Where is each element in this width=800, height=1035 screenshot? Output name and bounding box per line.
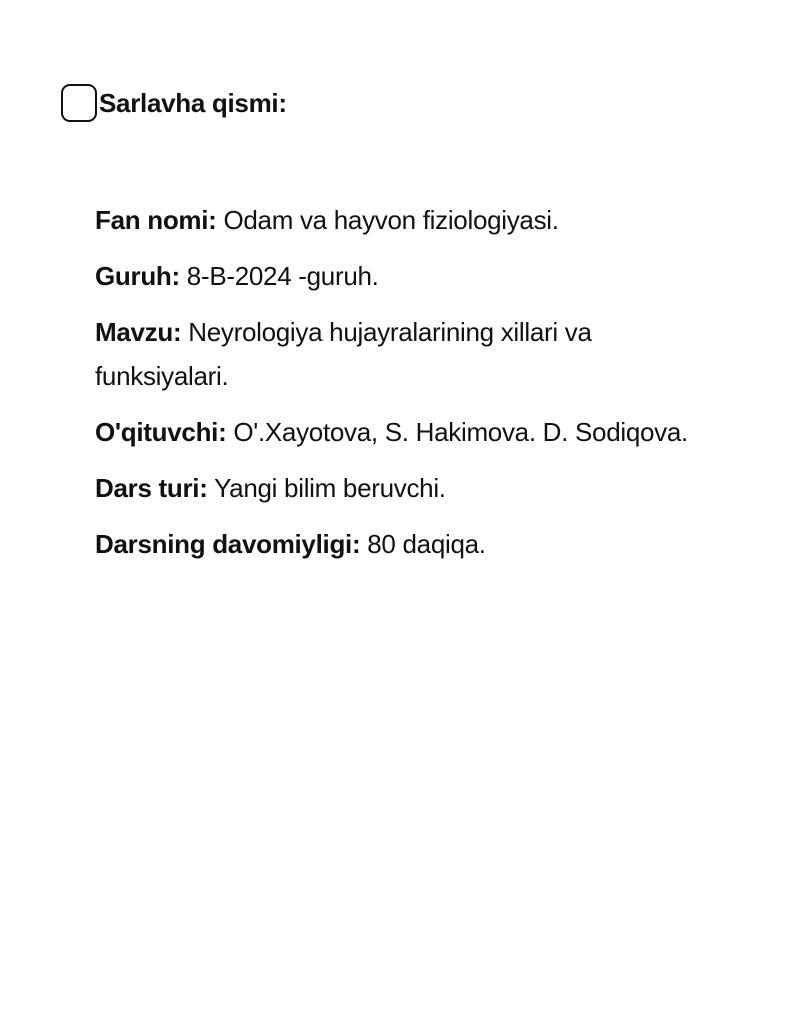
field-duration <box>95 522 695 566</box>
section-heading: Sarlavha qismi: <box>99 87 287 118</box>
field-group-label: Guruh: <box>95 261 180 291</box>
field-lesson-type <box>95 466 695 510</box>
field-subject <box>95 198 695 242</box>
section-heading-row <box>61 84 287 122</box>
field-topic-value: Neyrologiya hujayralarining xillari va funksiyalari. <box>95 317 592 391</box>
field-duration-label: Darsning davomiyligi: <box>95 529 361 559</box>
field-group <box>95 254 695 298</box>
field-lesson-type-label: Dars turi: <box>95 473 208 503</box>
checkbox[interactable] <box>61 84 97 122</box>
field-duration-value: 80 daqiqa. <box>367 529 486 559</box>
field-topic <box>95 310 695 398</box>
field-teacher-label: O'qituvchi: <box>95 417 227 447</box>
field-subject-value: Odam va hayvon fiziologiyasi. <box>223 205 559 235</box>
field-group-value: 8-B-2024 -guruh. <box>186 261 379 291</box>
field-teacher-value: O'.Xayotova, S. Hakimova. D. Sodiqova. <box>233 417 688 447</box>
field-topic-label: Mavzu: <box>95 317 182 347</box>
field-lesson-type-value: Yangi bilim beruvchi. <box>214 473 446 503</box>
field-teacher <box>95 410 695 454</box>
field-subject-label: Fan nomi: <box>95 205 217 235</box>
lesson-info-list <box>95 198 695 578</box>
